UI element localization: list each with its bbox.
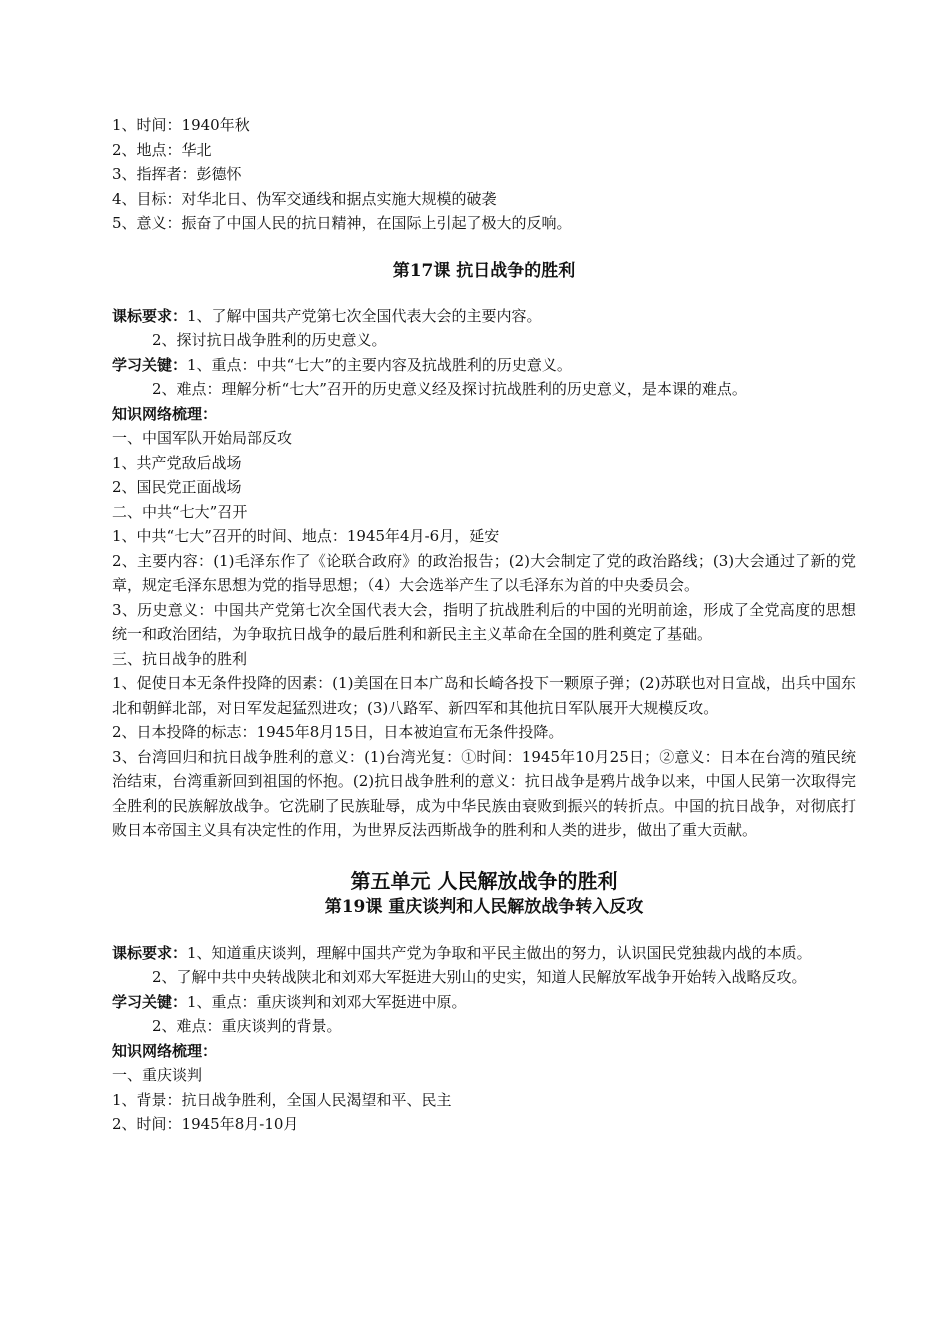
lesson-17-title: 第17课 抗日战争的胜利 [392, 260, 576, 281]
paragraph: 1、促使日本无条件投降的因素：(1)美国在日本广岛和长崎各投下一颗原子弹；(2)苏联也对日宣战，出兵中国东北和朝鲜北部，对日军发起猛烈进攻；(3)八路军、新四军和其他抗日军队展开大规模反攻。 [112, 674, 856, 717]
list-item: 1、背景：抗日战争胜利，全国人民渴望和平、民主 [112, 1090, 452, 1109]
lesson-17-body [112, 426, 856, 843]
list-item: 4、目标：对华北日、伪军交通线和据点实施大规模的破袭 [112, 189, 497, 208]
study-key-label: 学习关键： [112, 992, 188, 1011]
study-key [112, 353, 856, 378]
curriculum-requirement-text: 1、了解中国共产党第七次全国代表大会的主要内容。 [187, 306, 542, 325]
section-heading: 一、中国军队开始局部反攻 [112, 429, 293, 447]
paragraph: 3、历史意义：中国共产党第七次全国代表大会，指明了抗战胜利后的中国的光明前途，形成了全党高度的思想统一和政治团结，为争取抗日战争的最后胜利和新民主主义革命在全国的胜利奠定了基础。 [112, 600, 856, 643]
curriculum-requirement [112, 941, 856, 966]
list-item: 1、共产党敌后战场 [112, 453, 242, 472]
intro-list [112, 113, 856, 236]
list-item: 1、中共“七大”召开的时间、地点：1945年4月-6月，延安 [112, 527, 500, 545]
list-item: 2、国民党正面战场 [112, 478, 242, 496]
study-key-2: 2、难点：重庆谈判的背景。 [152, 1017, 342, 1035]
list-item: 2、地点：华北 [112, 140, 212, 159]
section-heading: 三、抗日战争的胜利 [112, 649, 248, 668]
knowledge-network-label: 知识网络梳理： [112, 404, 218, 423]
section-heading: 一、重庆谈判 [112, 1066, 203, 1084]
curriculum-requirement-label: 课标要求： [112, 943, 188, 962]
curriculum-requirement-text: 1、知道重庆谈判，理解中国共产党为争取和平民主做出的努力，认识国民党独裁内战的本质。 [187, 943, 812, 962]
paragraph: 3、台湾回归和抗日战争胜利的意义：(1)台湾光复：①时间：1945年10月25日；②意义：日本在台湾的殖民统治结束，台湾重新回到祖国的怀抱。(2)抗日战争胜利的意义：抗日战争是鸦片战争以来，中国人民第一次取得完全胜利的民族解放战争。它洗刷了民族耻辱，成为中华民族由衰败到振兴的转折点。中国的抗日战争，对彻底打败日本帝国主义具有决定性的作用，为世界反法西斯战争的胜利和人类的进步，做出了重大贡献。 [112, 747, 856, 839]
study-key-text: 1、重点：中共“七大”的主要内容及抗战胜利的历史意义。 [187, 355, 572, 374]
unit-5-title: 第五单元 人民解放战争的胜利 [350, 868, 618, 893]
section-heading: 二、中共“七大”召开 [112, 502, 248, 521]
curriculum-requirement-2: 2、了解中共中央转战陕北和刘邓大军挺进大别山的史实，知道人民解放军战争开始转入战略反攻。 [152, 968, 807, 986]
list-item: 2、日本投降的标志：1945年8月15日，日本被迫宣布无条件投降。 [112, 723, 564, 741]
curriculum-requirement-label: 课标要求： [112, 306, 188, 325]
study-key [112, 990, 856, 1015]
lesson-19-body [112, 1063, 856, 1137]
document-page [112, 113, 856, 1137]
paragraph: 2、主要内容：(1)毛泽东作了《论联合政府》的政治报告；(2)大会制定了党的政治路线；(3)大会通过了新的党章，规定毛泽东思想为党的指导思想；（4）大会选举产生了以毛泽东为首的中央委员会。 [112, 551, 856, 594]
curriculum-requirement [112, 304, 856, 329]
curriculum-requirement-2: 2、探讨抗日战争胜利的历史意义。 [152, 331, 387, 349]
study-key-2: 2、难点：理解分析“七大”召开的历史意义经及探讨抗战胜利的历史意义，是本课的难点。 [152, 380, 747, 398]
study-key-label: 学习关键： [112, 355, 188, 374]
lesson-19-title: 第19课 重庆谈判和人民解放战争转入反攻 [324, 896, 644, 917]
list-item: 2、时间：1945年8月-10月 [112, 1115, 299, 1133]
list-item: 3、指挥者：彭德怀 [112, 165, 242, 183]
list-item: 5、意义：振奋了中国人民的抗日精神，在国际上引起了极大的反响。 [112, 214, 572, 232]
study-key-text: 1、重点：重庆谈判和刘邓大军挺进中原。 [187, 992, 467, 1011]
list-item: 1、时间：1940年秋 [112, 116, 250, 134]
knowledge-network-label: 知识网络梳理： [112, 1041, 218, 1060]
